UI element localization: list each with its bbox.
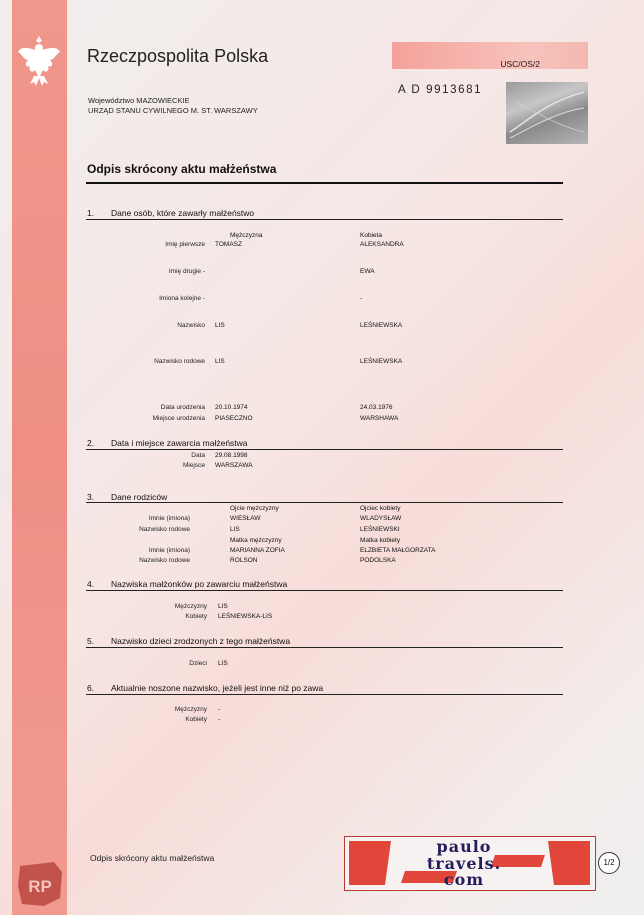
country-name: Rzeczpospolita Polska	[87, 46, 269, 66]
father-man-given-name: WIESŁAW	[230, 515, 261, 522]
section-2-divider	[86, 449, 563, 450]
father-given-name-label: Imnie (imiona)	[148, 515, 190, 522]
marriage-date-label: Data	[191, 452, 205, 459]
form-code: USC/OS/2	[500, 59, 540, 69]
footer-document-name: Odpis skrócony aktu małżeństwa	[90, 853, 215, 863]
section-1-title: Dane osób, które zawarły małżeństwo	[111, 208, 255, 218]
spouse-woman-surname-label: Kobiety	[185, 613, 207, 620]
second-name-woman: EWA	[360, 268, 375, 275]
civil-registry-office: URZĄD STANU CYWILNEGO M. ST. WARSZAWY	[88, 106, 258, 115]
section-3-title: Dane rodziców	[111, 492, 168, 502]
father-man-family-name: LIS	[230, 526, 240, 533]
brand-line-2: travels.	[426, 853, 502, 873]
father-woman-heading: Ojciec kobiety	[360, 505, 401, 512]
further-names-woman: -	[360, 295, 363, 302]
family-name-label: Nazwisko rodowe	[154, 358, 205, 365]
mother-man-given-name: MARIANNA ZOFIA	[230, 547, 285, 554]
column-head-woman: Kobieta	[360, 232, 383, 239]
birth-date-woman: 24.03.1976	[360, 404, 393, 411]
current-woman-surname: -	[218, 716, 221, 723]
birth-place-woman: WARSHAWA	[360, 415, 399, 422]
hologram-icon	[506, 82, 588, 144]
section-4-number: 4.	[87, 579, 95, 589]
section-4-divider	[86, 590, 563, 591]
brand-line-3: com	[443, 870, 485, 889]
children-surname-label: Dzieci	[189, 660, 207, 667]
spouse-man-surname: LIS	[218, 603, 228, 610]
document-title: Odpis skrócony aktu małżeństwa	[87, 162, 277, 176]
section-5-number: 5.	[87, 636, 95, 646]
family-name-man: LIS	[215, 358, 225, 365]
section-6-number: 6.	[87, 683, 95, 693]
marriage-place-value: WARSZAWA	[215, 462, 253, 469]
section-1-number: 1.	[87, 208, 95, 218]
mother-given-name-label: Imnie (imiona)	[148, 547, 190, 554]
rp-emblem-icon	[14, 858, 66, 910]
security-strip	[12, 0, 67, 915]
first-name-woman: ALEKSANDRA	[360, 241, 404, 248]
section-3-number: 3.	[87, 492, 95, 502]
first-name-man: TOMASZ	[215, 241, 242, 248]
polish-eagle-icon	[14, 30, 64, 90]
first-name-label: Imię pierwsze	[165, 241, 205, 248]
mother-man-family-name: ROLSON	[230, 557, 258, 564]
father-family-name-label: Nazwisko rodowe	[139, 526, 190, 533]
column-head-man: Mężczyzna	[230, 232, 263, 239]
mother-woman-family-name: PODOLSKA	[360, 557, 396, 564]
mother-family-name-label: Nazwisko rodowe	[139, 557, 190, 564]
mother-man-heading: Matka mężczyzny	[230, 537, 282, 544]
section-4-title: Nazwiska małżonków po zawarciu małżeństwa	[111, 579, 288, 589]
current-man-surname-label: Mężczyzny	[174, 706, 207, 713]
surname-label: Nazwisko	[177, 322, 205, 329]
surname-man: LIS	[215, 322, 225, 329]
section-3-divider	[86, 502, 563, 503]
section-2-number: 2.	[87, 438, 95, 448]
mother-woman-heading: Matka kobiety	[360, 537, 401, 544]
current-woman-surname-label: Kobiety	[185, 716, 207, 723]
father-woman-given-name: WLADYSŁAW	[360, 515, 402, 522]
current-man-surname: -	[218, 706, 221, 713]
section-6-divider	[86, 694, 563, 695]
birth-place-man: PIASECZNO	[215, 415, 253, 422]
birth-date-man: 20.10.1974	[215, 404, 248, 411]
children-surname: LIS	[218, 660, 228, 667]
title-divider	[86, 182, 563, 184]
brand-line-1: paulo	[436, 837, 492, 856]
rp-emblem-text: RP	[28, 877, 52, 896]
second-name-label: Imię drugie -	[168, 268, 205, 275]
marriage-date-value: 29.08.1998	[215, 452, 248, 459]
brand-logo-text	[394, 839, 534, 889]
spouse-man-surname-label: Mężczyzny	[174, 603, 207, 610]
voivodeship: Województwo MAZOWIECKIE	[88, 96, 190, 105]
marriage-place-label: Miejsce	[182, 462, 205, 469]
surname-woman: LEŚNIEWSKA	[360, 322, 403, 329]
section-6-title: Aktualnie noszone nazwisko, jeżeli jest inne niż po zawa	[111, 683, 324, 693]
spouse-woman-surname: LEŚNIEWSKA-LIS	[218, 613, 273, 620]
father-woman-family-name: LEŚNIEWSKI	[360, 526, 400, 533]
father-man-heading: Ojcie mężczyzny	[230, 505, 279, 512]
birth-date-label: Data urodzenia	[160, 404, 205, 411]
section-1-divider	[86, 219, 563, 220]
birth-place-label: Miejsce urodzenia	[152, 415, 205, 422]
mother-woman-given-name: ELZBIETA MAŁGORZATA	[360, 547, 436, 554]
further-names-label: Imiona kolejne -	[159, 295, 205, 302]
section-5-title: Nazwisko dzieci zrodzonych z tego małżeństwa	[111, 636, 291, 646]
page-number: 1/2	[598, 852, 620, 874]
serial-number: A D 9913681	[398, 84, 483, 96]
family-name-woman: LEŚNIEWSKA	[360, 358, 403, 365]
section-2-title: Data i miejsce zawarcia małżeństwa	[111, 438, 248, 448]
section-5-divider	[86, 647, 563, 648]
